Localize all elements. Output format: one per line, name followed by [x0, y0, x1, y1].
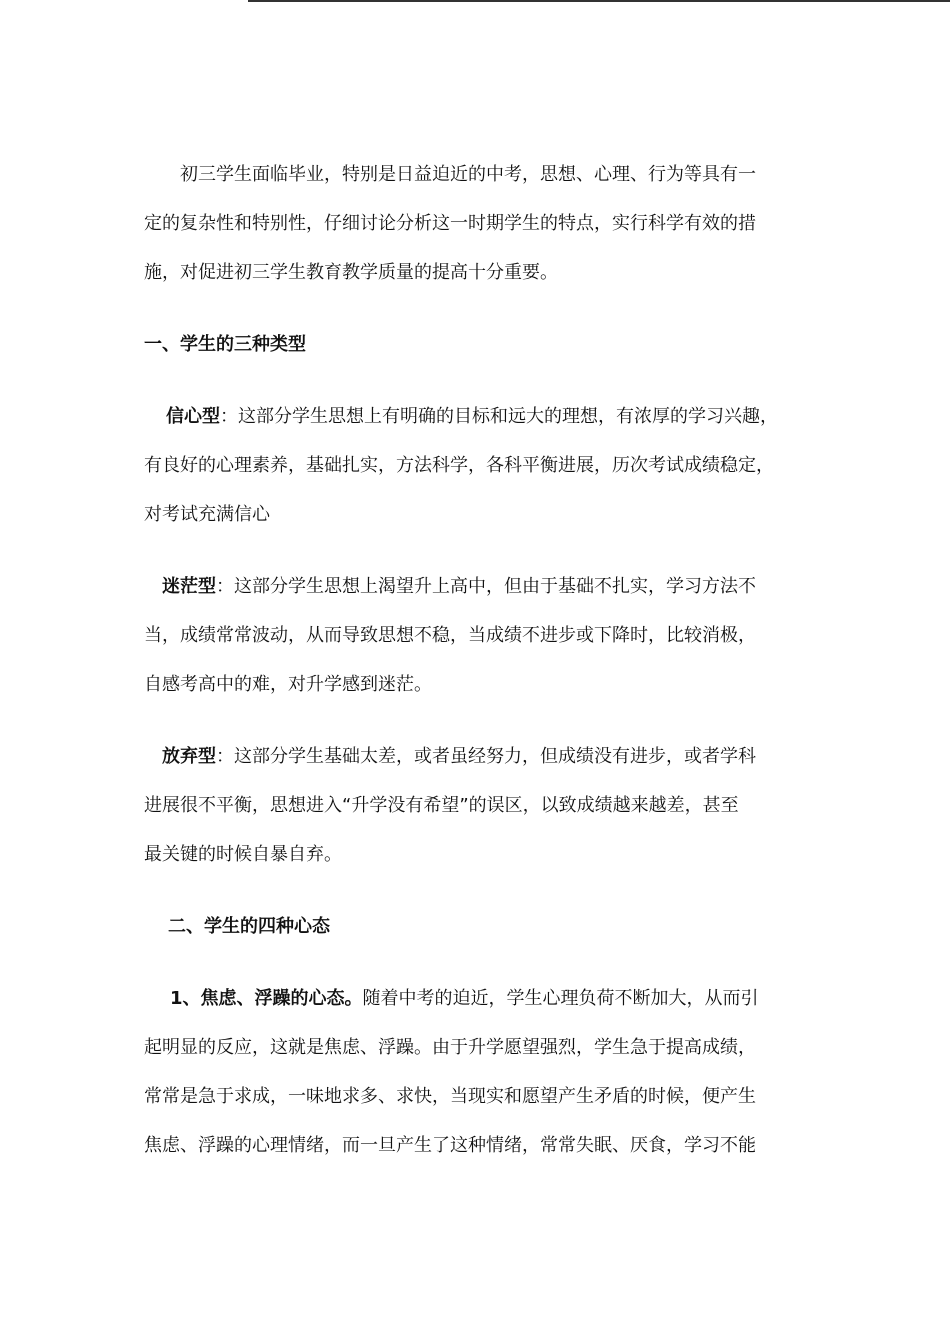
mindset-text: 随着中考的迫近，学生心理负荷不断加大，从而引 [362, 988, 759, 1009]
type-lead: 放弃型 [162, 746, 216, 767]
section-heading-mindsets: 二、学生的四种心态 [168, 916, 330, 937]
type-paragraph-confused [144, 562, 814, 709]
mindset-lead: 1、焦虑、浮躁的心态。 [170, 988, 363, 1009]
type-lead: 迷茫型 [162, 576, 216, 597]
type-line: 最关键的时候自暴自弃。 [144, 844, 342, 865]
type-text: ：这部分学生思想上有明确的目标和远大的理想，有浓厚的学习兴趣， [220, 406, 778, 427]
type-line: 当，成绩常常波动，从而导致思想不稳，当成绩不进步或下降时，比较消极， [144, 625, 756, 646]
intro-paragraph [144, 150, 814, 297]
type-paragraph-giveup [144, 732, 814, 879]
type-text: ：这部分学生思想上渴望升上高中，但由于基础不扎实，学习方法不 [216, 576, 756, 597]
type-line: 对考试充满信心 [144, 504, 270, 525]
type-paragraph-confident [144, 392, 814, 539]
mindset-paragraph-anxiety [144, 974, 814, 1170]
type-line: 进展很不平衡，思想进入“升学没有希望”的误区，以致成绩越来越差，甚至 [144, 795, 739, 816]
type-line [144, 732, 814, 781]
section-heading-types: 一、学生的三种类型 [144, 334, 306, 355]
type-text: ：这部分学生基础太差，或者虽经努力，但成绩没有进步，或者学科 [216, 746, 756, 767]
type-line: 有良好的心理素养，基础扎实，方法科学，各科平衡进展，历次考试成绩稳定， [144, 455, 774, 476]
type-lead: 信心型 [166, 406, 220, 427]
intro-line: 初三学生面临毕业，特别是日益迫近的中考，思想、心理、行为等具有一 [180, 164, 756, 185]
document-body [144, 150, 814, 1170]
type-line [144, 562, 814, 611]
top-rule [248, 0, 950, 2]
mindset-line: 常常是急于求成，一味地求多、求快，当现实和愿望产生矛盾的时候，便产生 [144, 1086, 756, 1107]
mindset-line: 焦虑、浮躁的心理情绪，而一旦产生了这种情绪，常常失眠、厌食，学习不能 [144, 1135, 756, 1156]
type-line [144, 392, 814, 441]
intro-line: 定的复杂性和特别性，仔细讨论分析这一时期学生的特点，实行科学有效的措 [144, 213, 756, 234]
type-line: 自感考高中的难，对升学感到迷茫。 [144, 674, 432, 695]
intro-line: 施，对促进初三学生教育教学质量的提高十分重要。 [144, 262, 558, 283]
mindset-line: 起明显的反应，这就是焦虑、浮躁。由于升学愿望强烈，学生急于提高成绩， [144, 1037, 756, 1058]
mindset-line [144, 974, 814, 1023]
